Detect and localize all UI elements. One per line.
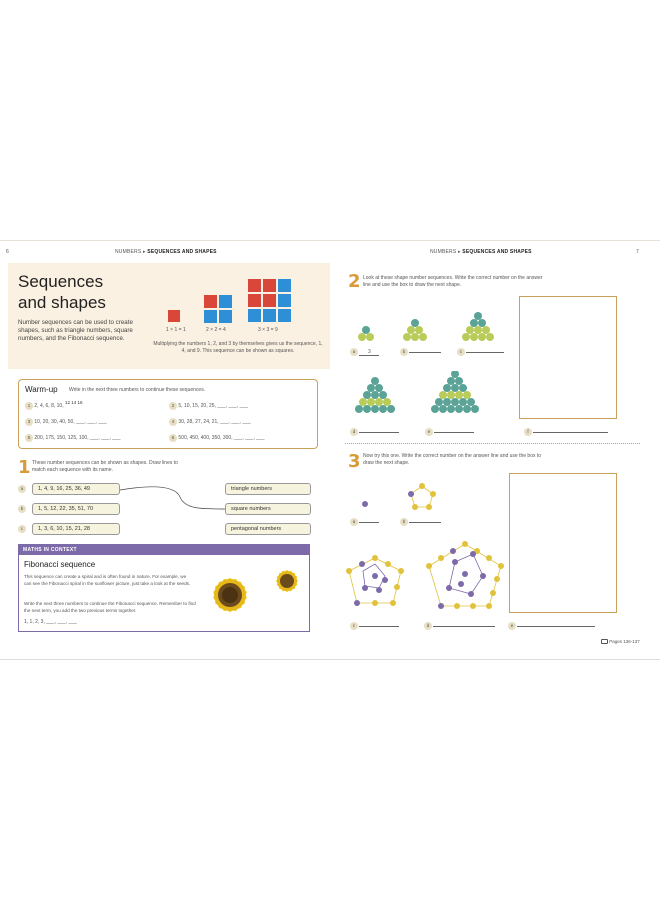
q1-sequence-c[interactable]: 1, 3, 6, 10, 15, 21, 28 [32, 523, 120, 535]
q2-label-a: a [350, 348, 358, 356]
warmup-label-3: 3 [25, 418, 33, 426]
book-icon [601, 639, 608, 644]
q1-name-triangle[interactable]: triangle numbers [225, 483, 311, 495]
page-reference [601, 639, 640, 644]
q2-answer-b [400, 348, 441, 356]
q2-answer-c-line[interactable] [466, 352, 504, 353]
left-header-topic: SEQUENCES AND SHAPES [147, 249, 217, 255]
maths-context-body: This sequence can create a spiral and is often found in nature. For example, we can see the Fibonacci spiral in the sunflower picture, just take a look at the seeds. [24, 574, 191, 586]
q3-answer-c-line[interactable] [359, 626, 399, 627]
q3-label-b: b [400, 518, 408, 526]
maths-context-title: Fibonacci sequence [24, 560, 96, 569]
left-header: NUMBERS ▸ SEQUENCES AND SHAPES [115, 249, 217, 255]
square-3x3 [248, 279, 292, 323]
square-label-2: 2 × 2 = 4 [206, 327, 226, 333]
q2-answer-e-line[interactable] [434, 432, 474, 433]
warmup-item-4 [169, 418, 251, 426]
right-header-topic: SEQUENCES AND SHAPES [462, 249, 532, 255]
sunflower-large-image [194, 559, 266, 631]
q2-answer-d [350, 428, 399, 436]
q2-answer-b-line[interactable] [409, 352, 441, 353]
q3-answer-e [508, 622, 595, 630]
q1-name-square[interactable]: square numbers [225, 503, 311, 515]
q1-label-c: c [18, 525, 26, 533]
q3-number: 3 [348, 451, 361, 472]
warmup-label-1: 1 [25, 402, 33, 410]
warmup-label-2: 2 [169, 402, 177, 410]
q1-drawn-match-line [120, 485, 226, 515]
q1-sequence-b[interactable]: 1, 5, 12, 22, 35, 51, 70 [32, 503, 120, 515]
q2-answer-a [350, 348, 379, 356]
q2-answer-f [524, 428, 608, 436]
warmup-seq-6[interactable]: 500, 450, 400, 350, 300, ___, ___, ___ [178, 435, 265, 441]
q1-number: 1 [18, 457, 31, 478]
q1-label-a: a [18, 485, 26, 493]
right-page-number: 7 [636, 249, 639, 255]
q3-answer-e-line[interactable] [517, 626, 595, 627]
warmup-item-1 [25, 402, 83, 410]
q2-answer-f-line[interactable] [533, 432, 608, 433]
maths-context-banner: MATHS IN CONTEXT [19, 545, 309, 555]
warmup-title: Warm-up [25, 385, 58, 394]
q3-pentagon-patterns [345, 476, 515, 616]
q2-label-e: e [425, 428, 433, 436]
intro-panel [8, 263, 330, 369]
q2-answer-c [457, 348, 504, 356]
warmup-seq-1: 2, 4, 6, 8, 10, [34, 403, 64, 409]
q2-answer-d-line[interactable] [359, 432, 399, 433]
warmup-answers-1[interactable]: 12 14 16 [64, 400, 83, 405]
q1-label-b: b [18, 505, 26, 513]
left-header-section: NUMBERS [115, 249, 142, 255]
square-label-3: 3 × 3 = 9 [258, 327, 278, 333]
page-title [18, 271, 106, 313]
warmup-seq-3[interactable]: 10, 20, 30, 40, 50, ___, ___, ___ [34, 419, 107, 425]
maths-context-panel [18, 544, 310, 632]
warmup-item-6 [169, 434, 265, 442]
page-reference-text: Pages 136-137 [609, 639, 640, 644]
square-2x2 [204, 295, 232, 323]
q2-drawing-box[interactable] [519, 296, 617, 419]
fibonacci-sequence[interactable]: 1, 1, 2, 3, ___, ___, ___ [24, 619, 77, 625]
maths-context-task: Write the next three numbers to continue the Fibonacci sequence. Remember to find the next term, you add the two previous terms together. [24, 601, 196, 613]
section-divider [345, 443, 640, 444]
page-title-line2: and shapes [18, 293, 106, 312]
q3-label-a: a [350, 518, 358, 526]
intro-caption: Multiplying the numbers 1, 2, and 3 by themselves gives us the sequence, 1, 4, and 9. This sequence can be shown as squares. [153, 341, 323, 354]
intro-body: Number sequences can be used to create shapes, such as triangle numbers, square numbers, and the Fibonacci sequence. [18, 319, 133, 342]
q2-instruction: Look at these shape number sequences. Write the correct number on the answer line and use the box to draw the next shape. [363, 275, 543, 288]
q3-label-e: e [508, 622, 516, 630]
right-header: NUMBERS ▸ SEQUENCES AND SHAPES [430, 249, 532, 255]
sunflower-small-image [265, 559, 309, 603]
q1-sequence-a[interactable]: 1, 4, 9, 16, 25, 36, 49 [32, 483, 120, 495]
warmup-label-5: 5 [25, 434, 33, 442]
warmup-seq-5[interactable]: 200, 175, 150, 125, 100, ___, ___, ___ [34, 435, 121, 441]
left-page-number: 6 [6, 249, 9, 255]
q1-name-pentagonal[interactable]: pentagonal numbers [225, 523, 311, 535]
q2-answer-a-line[interactable]: 3 [359, 349, 379, 356]
q2-number: 2 [348, 271, 361, 292]
q3-label-d: d [424, 622, 432, 630]
warmup-seq-2[interactable]: 5, 10, 15, 20, 25, ___, ___, ___ [178, 403, 248, 409]
warmup-item-2 [169, 402, 248, 410]
warmup-label-6: 6 [169, 434, 177, 442]
q1-instruction: These number sequences can be shown as shapes. Draw lines to match each sequence with its name. [32, 460, 178, 473]
page-title-line1: Sequences [18, 272, 104, 291]
q3-answer-d-line[interactable] [433, 626, 495, 627]
q3-instruction: Now try this one. Write the correct number on the answer line and use the box to draw the next shape. [363, 453, 542, 466]
q2-label-d: d [350, 428, 358, 436]
book-spread [0, 240, 660, 660]
warmup-instruction: Write in the next three numbers to continue these sequences. [69, 387, 206, 393]
right-header-section: NUMBERS [430, 249, 457, 255]
q2-label-f: f [524, 428, 532, 436]
q2-label-b: b [400, 348, 408, 356]
square-label-1: 1 × 1 = 1 [166, 327, 186, 333]
q3-answer-c [350, 622, 399, 630]
q3-answer-d [424, 622, 495, 630]
warmup-item-3 [25, 418, 107, 426]
q3-label-c: c [350, 622, 358, 630]
q3-answer-a-line[interactable] [359, 522, 379, 523]
q2-label-c: c [457, 348, 465, 356]
q3-answer-b [400, 518, 441, 526]
warmup-panel [18, 379, 318, 449]
warmup-label-4: 4 [169, 418, 177, 426]
q3-answer-b-line[interactable] [409, 522, 441, 523]
q3-drawing-box[interactable] [509, 473, 617, 613]
q2-dot-patterns-row2 [345, 371, 485, 425]
warmup-seq-4[interactable]: 30, 28, 27, 24, 21, ___, ___, ___ [178, 419, 251, 425]
q2-answer-e [425, 428, 474, 436]
square-1x1 [168, 310, 180, 322]
q3-answer-a [350, 518, 379, 526]
warmup-item-5 [25, 434, 121, 442]
